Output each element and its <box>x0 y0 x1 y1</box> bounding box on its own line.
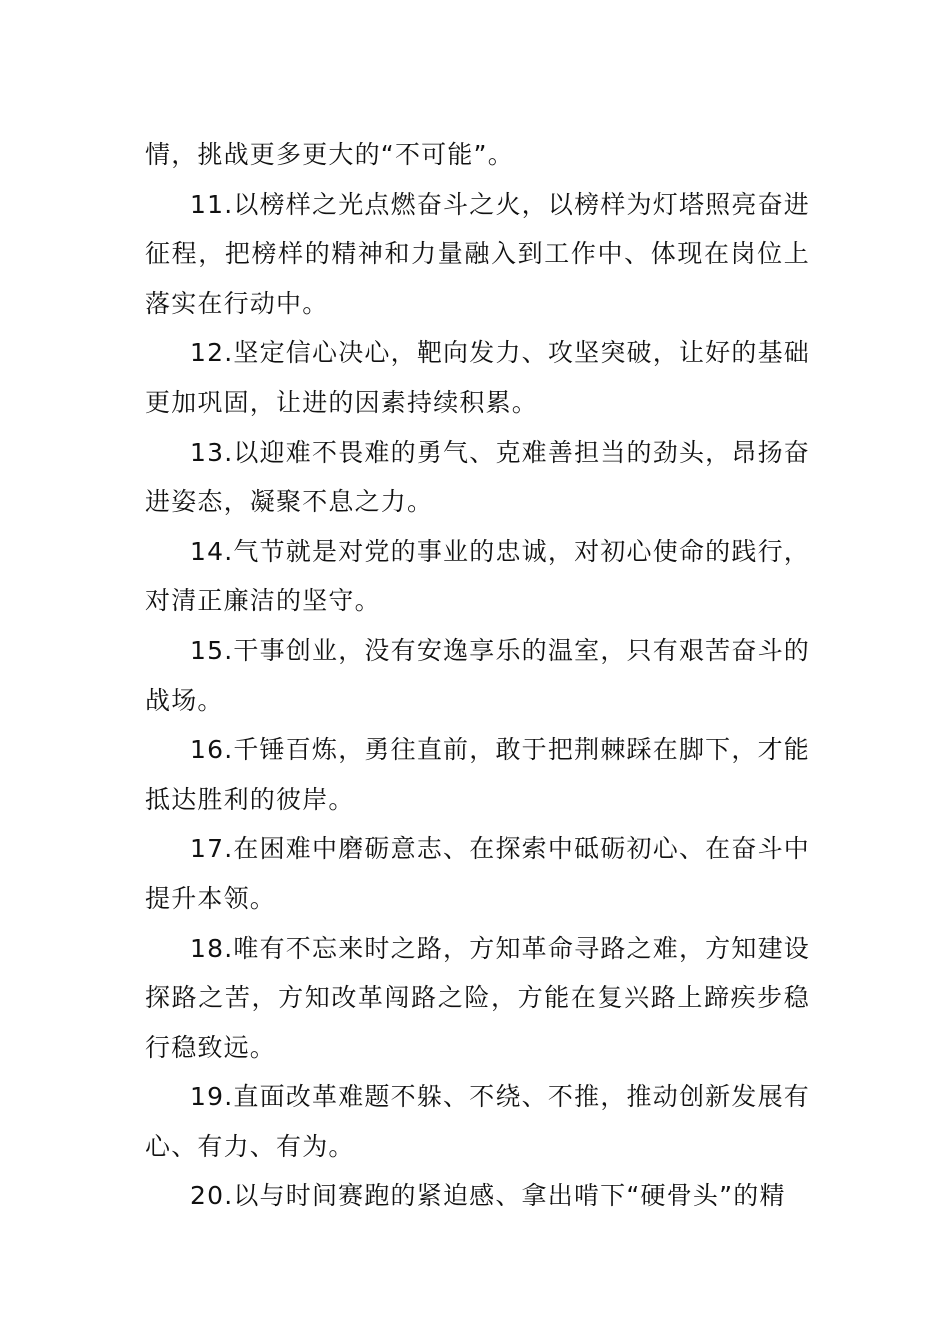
paragraph-item-11: 11.以榜样之光点燃奋斗之火，以榜样为灯塔照亮奋进征程，把榜样的精神和力量融入到工作中、体现在岗位上落实在行动中。 <box>145 189 810 318</box>
paragraph-item-13: 13.以迎难不畏难的勇气、克难善担当的劲头，昂扬奋进姿态，凝聚不息之力。 <box>145 437 810 517</box>
paragraph-item-17: 17.在困难中磨砺意志、在探索中砥砺初心、在奋斗中提升本领。 <box>145 834 810 913</box>
paragraph-continuation: 情，挑战更多更大的“不可能”。 <box>145 140 514 169</box>
paragraph-item-18: 18.唯有不忘来时之路，方知革命寻路之难，方知建设探路之苦，方知改革闯路之险，方能在复兴路上蹄疾步稳行稳致远。 <box>145 933 810 1062</box>
paragraph-item-16: 16.千锤百炼，勇往直前，敢于把荆棘踩在脚下，才能抵达胜利的彼岸。 <box>145 735 810 814</box>
paragraph-item-12: 12.坚定信心决心，靶向发力、攻坚突破，让好的基础更加巩固，让进的因素持续积累。 <box>145 338 810 417</box>
paragraph-item-20: 20.以与时间赛跑的紧迫感、拿出啃下“硬骨头”的精 <box>190 1181 786 1211</box>
document-body <box>145 130 810 1221</box>
paragraph-item-15: 15.干事创业，没有安逸享乐的温室，只有艰苦奋斗的战场。 <box>145 635 810 715</box>
paragraph-item-19: 19.直面改革难题不躲、不绕、不推，推动创新发展有心、有力、有为。 <box>145 1082 810 1161</box>
paragraph-item-14: 14.气节就是对党的事业的忠诚，对初心使命的践行，对清正廉洁的坚守。 <box>145 536 810 616</box>
